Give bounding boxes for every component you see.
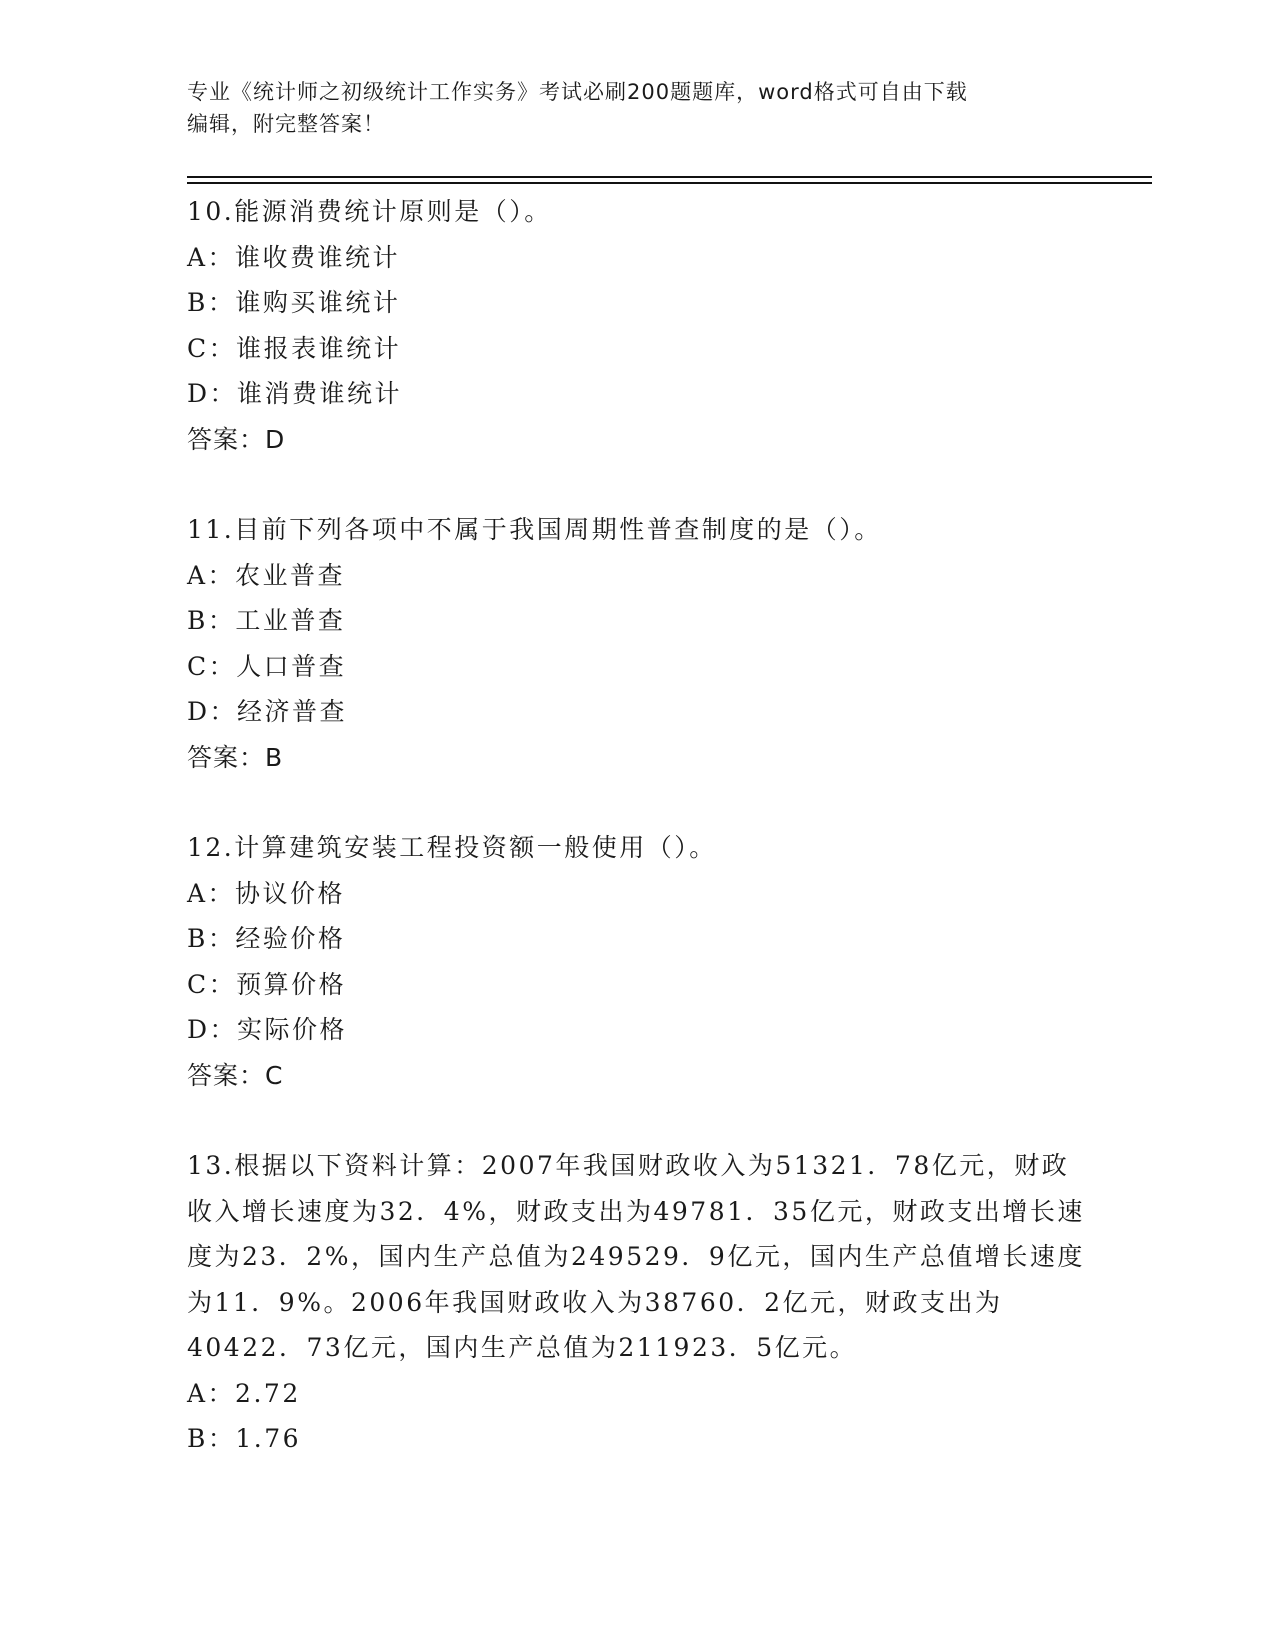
option-a: A：协议价格 (187, 878, 346, 908)
question-stem: 13.根据以下资料计算：2007年我国财政收入为51321．78亿元，财政收入增长速度为32．4%，财政支出为49781．35亿元，财政支出增长速度为23．2%，国内生产总值为249529．9亿元，国内生产总值增长速度为11．9%。2006年我国财政收入为38760．2亿元，财政支出为40422．73亿元，国内生产总值为211923．5亿元。 (187, 1151, 1085, 1362)
option-a: A：农业普查 (187, 560, 346, 590)
option-b: B：工业普查 (187, 606, 346, 635)
header-divider-top (187, 176, 1152, 178)
option-d: D：谁消费谁统计 (187, 379, 403, 408)
header-intro-line-1: 专业《统计师之初级统计工作实务》考试必刷200题题库，word格式可自由下载 (187, 80, 968, 104)
question-stem: 11.目前下列各项中不属于我国周期性普查制度的是（）。 (187, 515, 882, 544)
option-c: C：人口普查 (187, 651, 347, 681)
option-a: A：谁收费谁统计 (187, 242, 401, 272)
question-12 (187, 825, 1087, 1098)
answer-label: 答案：D (187, 424, 286, 454)
answer-label: 答案：B (187, 742, 284, 772)
option-b: B：1.76 (187, 1424, 302, 1453)
question-stem: 10.能源消费统计原则是（）。 (187, 197, 552, 226)
option-b: B：经验价格 (187, 924, 346, 953)
question-10 (187, 189, 1087, 462)
question-13 (187, 1143, 1087, 1462)
document-header (187, 76, 1067, 140)
option-c: C：预算价格 (187, 969, 347, 999)
question-list (187, 189, 1087, 1507)
question-11 (187, 507, 1087, 780)
header-divider-bottom (187, 182, 1152, 184)
option-d: D：实际价格 (187, 1015, 348, 1044)
option-c: C：谁报表谁统计 (187, 333, 402, 363)
question-stem: 12.计算建筑安装工程投资额一般使用（）。 (187, 833, 717, 862)
option-d: D：经济普查 (187, 697, 348, 726)
answer-label: 答案：C (187, 1060, 284, 1090)
option-a: A：2.72 (187, 1378, 301, 1408)
option-b: B：谁购买谁统计 (187, 288, 401, 317)
header-intro-line-2: 编辑，附完整答案！ (187, 112, 385, 136)
